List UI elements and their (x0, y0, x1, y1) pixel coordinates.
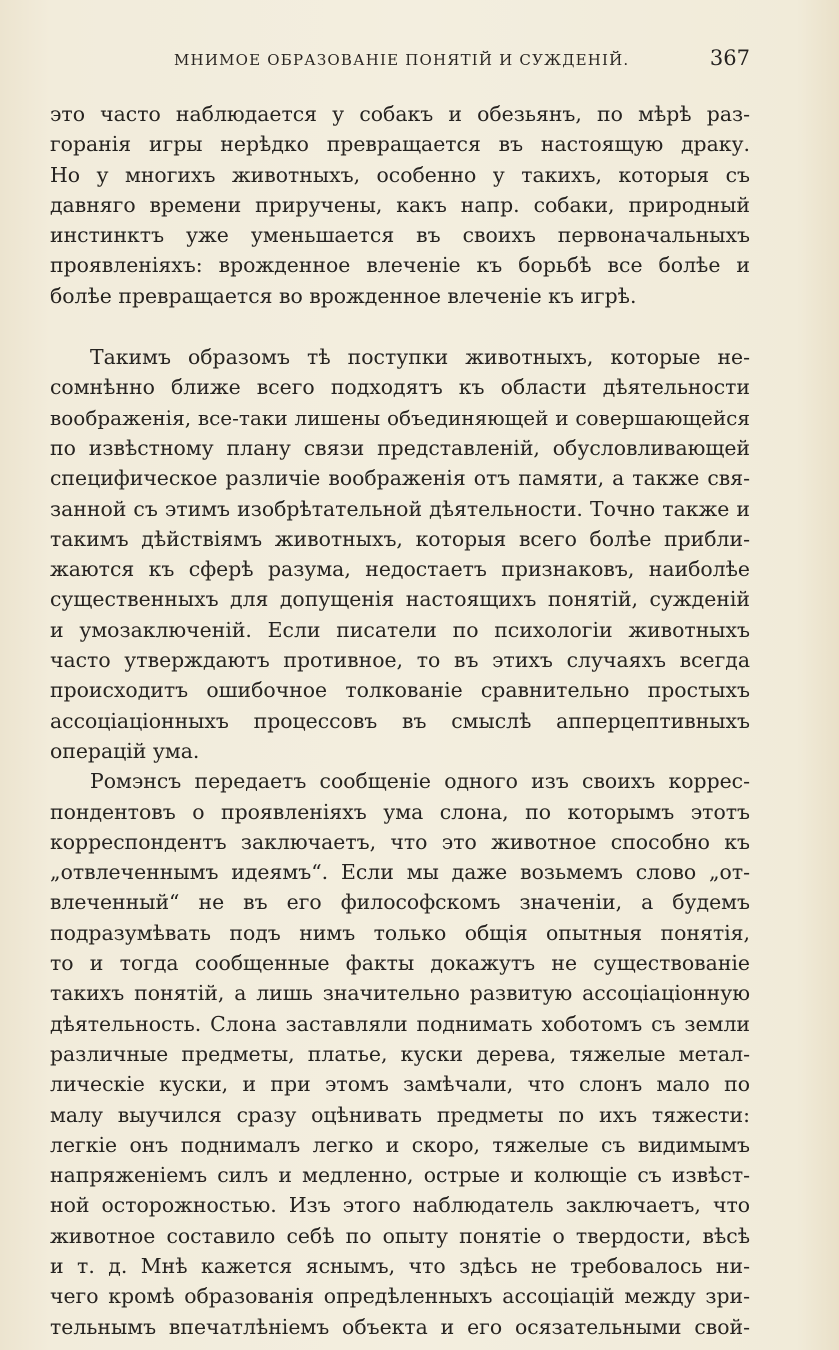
text-line: воображенія, все-таки лишены объединяющей и совершающейся (50, 405, 750, 430)
text-line: ассоціаціонныхъ процессовъ въ смыслѣ апперцептивныхъ (50, 708, 750, 733)
body-text (50, 99, 750, 1342)
text-line: часто утверждаютъ противное, то въ этихъ случаяхъ всегда (50, 648, 750, 673)
text-line: инстинктъ уже уменьшается въ своихъ первоначальныхъ (50, 223, 750, 248)
text-line: животное составило себѣ по опыту понятіе о твердости, вѣсѣ (50, 1223, 750, 1248)
text-line: жаются къ сферѣ разума, недостаетъ признаковъ, наиболѣе (50, 557, 750, 582)
text-line: чего кромѣ образованія опредѣленныхъ ассоціацій между зри- (50, 1284, 750, 1309)
text-line: Но у многихъ животныхъ, особенно у такихъ, которыя съ (50, 162, 750, 187)
text-line: Ромэнсъ передаетъ сообщеніе одного изъ своихъ коррес- (90, 769, 750, 794)
text-line: легкіе онъ поднималъ легко и скоро, тяжелые съ видимымъ (50, 1132, 750, 1157)
page-number: 367 (709, 46, 750, 70)
page-header (50, 44, 750, 74)
text-line: по извѣстному плану связи представленій, обусловливающей (50, 435, 750, 460)
text-line: тельнымъ впечатлѣніемъ объекта и его осязательными свой- (50, 1314, 750, 1339)
text-line: пондентовъ о проявленіяхъ ума слона, по которымъ этотъ (50, 799, 750, 824)
text-line: ной осторожностью. Изъ этого наблюдатель заключаетъ, что (50, 1193, 750, 1218)
text-line: существенныхъ для допущенія настоящихъ понятій, сужденій (50, 587, 750, 612)
text-line: такихъ понятій, а лишь значительно развитую ассоціаціонную (50, 981, 750, 1006)
text-line: подразумѣвать подъ нимъ только общія опытныя понятія, (50, 920, 750, 945)
text-line: дѣятельность. Слона заставляли поднимать хоботомъ съ земли (50, 1011, 750, 1036)
paragraph-gap (50, 311, 750, 342)
text-line: напряженіемъ силъ и медленно, острые и колющіе съ извѣст- (50, 1163, 750, 1188)
text-line: занной съ этимъ изобрѣтательной дѣятельности. Точно также и (50, 496, 750, 521)
text-line: влеченный“ не въ его философскомъ значеніи, а будемъ (50, 890, 750, 915)
text-line: малу выучился сразу оцѣнивать предметы по ихъ тяжести: (50, 1102, 750, 1127)
text-line: специфическое различіе воображенія отъ памяти, а также свя- (50, 466, 750, 491)
running-head: МНИМОЕ ОБРАЗОВАНІЕ ПОНЯТІЙ И СУЖДЕНІЙ. (174, 51, 630, 69)
text-line: и умозаключеній. Если писатели по психологіи животныхъ (50, 617, 750, 642)
text-line: „отвлеченнымъ идеямъ“. Если мы даже возьмемъ слово „от- (50, 860, 750, 885)
text-line: сомнѣнно ближе всего подходятъ къ области дѣятельности (50, 375, 750, 400)
text-line: различные предметы, платье, куски дерева, тяжелые метал- (50, 1041, 750, 1066)
text-line: то и тогда сообщенные факты докажутъ не существованіе (50, 951, 750, 976)
text-line: проявленіяхъ: врожденное влеченіе къ борьбѣ все болѣе и (50, 253, 750, 278)
text-line: такимъ дѣйствіямъ животныхъ, которыя всего болѣе прибли- (50, 526, 750, 551)
text-line: лическіе куски, и при этомъ замѣчали, что слонъ мало по (50, 1072, 750, 1097)
text-line: горанія игры нерѣдко превращается въ настоящую драку. (50, 132, 750, 157)
text-line: операцій ума. (50, 738, 200, 763)
text-line: и т. д. Мнѣ кажется яснымъ, что здѣсь не требовалось ни- (50, 1253, 750, 1278)
text-line: происходитъ ошибочное толкованіе сравнительно простыхъ (50, 678, 750, 703)
text-line: болѣе превращается во врожденное влеченіе къ игрѣ. (50, 283, 637, 308)
text-line: Такимъ образомъ тѣ поступки животныхъ, которые не- (90, 345, 750, 370)
text-line: корреспондентъ заключаетъ, что это животное способно къ (50, 829, 750, 854)
text-line: давняго времени приручены, какъ напр. собаки, природный (50, 192, 750, 217)
text-line: это часто наблюдается у собакъ и обезьянъ, по мѣрѣ раз- (50, 102, 750, 126)
